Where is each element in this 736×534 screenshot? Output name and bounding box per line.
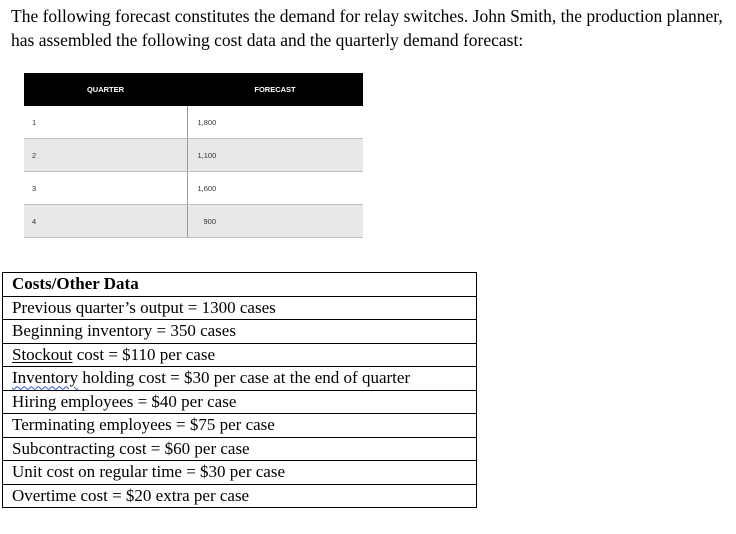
holding-cost-cell (3, 367, 477, 391)
subcontracting-cost-cell: Subcontracting cost = $60 per case (3, 437, 477, 461)
forecast-cell: 1,100 (187, 139, 363, 172)
table-row (3, 296, 477, 320)
quarter-cell: 4 (24, 205, 187, 238)
stockout-cost-cell (3, 343, 477, 367)
quarter-header: QUARTER (24, 73, 187, 106)
quarter-cell: 3 (24, 172, 187, 205)
forecast-cell: 1,800 (187, 106, 363, 139)
unit-cost-cell: Unit cost on regular time = $30 per case (3, 461, 477, 485)
beginning-inventory-cell: Beginning inventory = 350 cases (3, 320, 477, 344)
stockout-word: Stockout (12, 344, 73, 364)
table-row (24, 106, 363, 139)
quarter-cell: 1 (24, 106, 187, 139)
forecast-cell: 1,600 (187, 172, 363, 205)
hiring-cost-cell: Hiring employees = $40 per case (3, 390, 477, 414)
previous-output-cell: Previous quarter’s output = 1300 cases (3, 296, 477, 320)
table-row (3, 343, 477, 367)
holding-rest: holding cost = $30 per case at the end of quarter (78, 368, 411, 388)
forecast-table (24, 73, 363, 238)
terminating-cost-cell: Terminating employees = $75 per case (3, 414, 477, 438)
table-row (24, 205, 363, 238)
inventory-word: Inventory (12, 368, 79, 388)
table-row (3, 390, 477, 414)
table-row (24, 139, 363, 172)
forecast-header-row (24, 73, 363, 106)
table-row (3, 320, 477, 344)
table-row (3, 273, 477, 297)
table-row (3, 461, 477, 485)
overtime-cost-cell: Overtime cost = $20 extra per case (3, 484, 477, 508)
table-row (3, 484, 477, 508)
table-row (3, 437, 477, 461)
table-row (3, 367, 477, 391)
stockout-rest: cost = $110 per case (72, 344, 216, 364)
cost-data-table (2, 272, 477, 508)
table-row (3, 414, 477, 438)
forecast-header: FORECAST (187, 73, 363, 106)
cost-table-heading: Costs/Other Data (3, 273, 477, 297)
intro-paragraph: The following forecast constitutes the demand for relay switches. John Smith, the production planner, has assembled the following cost data and the quarterly demand forecast: (11, 6, 723, 50)
forecast-cell: 900 (187, 205, 363, 238)
table-row (24, 172, 363, 205)
quarter-cell: 2 (24, 139, 187, 172)
